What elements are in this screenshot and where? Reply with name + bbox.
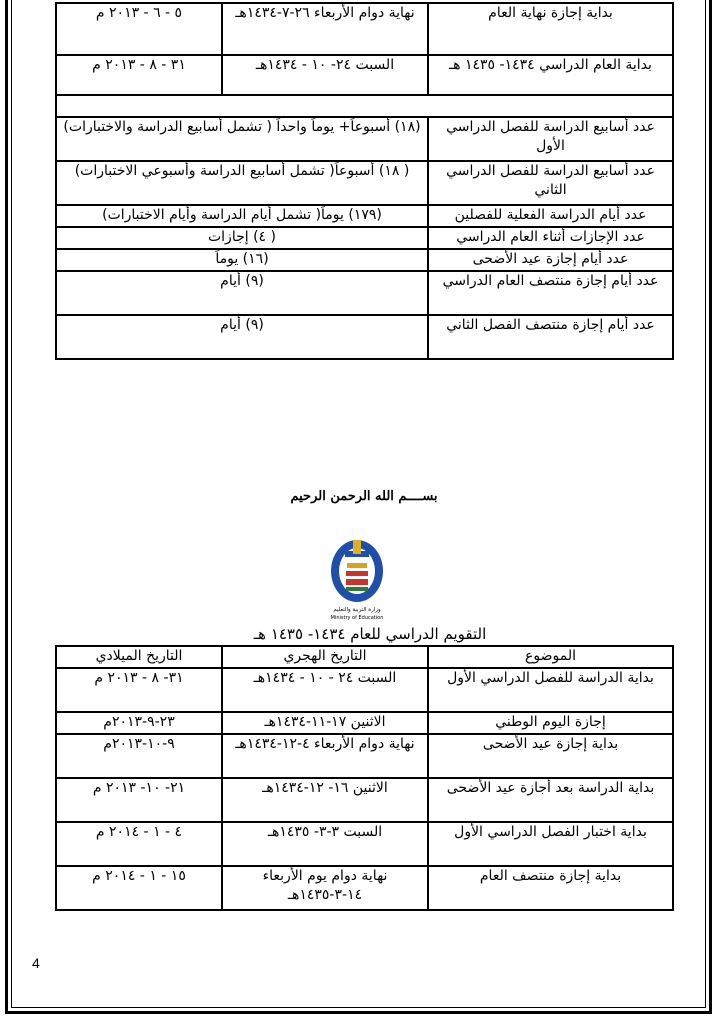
value-cell: (٩) أيام <box>56 271 428 315</box>
value-cell: (٩) أيام <box>56 315 428 359</box>
value-cell: (١٧٩) يوماً( تشمل أيام الدراسة وأيام الاختبارات) <box>56 205 428 227</box>
ministry-logo <box>313 535 401 623</box>
topic-cell: عدد أسابيع الدراسة للفصل الدراسي الثاني <box>428 161 673 205</box>
page-number: 4 <box>32 955 40 971</box>
hijri-cell: السبت ٣-٣- ١٤٣٥هـ <box>222 822 428 866</box>
topic-cell: بداية الدراسة للفصل الدراسي الأول <box>428 668 673 712</box>
date-cell: ٣١ - ٨ - ٢٠١٣ م <box>56 55 222 95</box>
table-row <box>56 55 673 95</box>
date-cell: ٥ - ٦ - ٢٠١٣ م <box>56 3 222 55</box>
topic-cell: عدد أيام إجازة عيد الأضحى <box>428 249 673 271</box>
gregorian-cell: ٢١- ١٠- ٢٠١٣ م <box>56 778 222 822</box>
value-cell: (١٨) أسبوعاً+ يوماً واحداً ( تشمل أسابيع الدراسة والاختبارات) <box>56 117 428 161</box>
table-row <box>56 778 673 822</box>
header-row <box>56 646 673 668</box>
value-cell: نهاية دوام الأربعاء ٢٦-٧-١٤٣٤هـ <box>222 3 428 55</box>
calendar-title: التقويم الدراسي للعام ١٤٣٤- ١٤٣٥ هـ <box>253 625 487 643</box>
hijri-cell: السبت ٢٤ - ١٠ - ١٤٣٤هـ <box>222 668 428 712</box>
hijri-cell: نهاية دوام يوم الأربعاء ١٤-٣-١٤٣٥هـ <box>222 866 428 910</box>
value-cell: ( ١٨) أسبوعاً( تشمل أسابيع الدراسة وأسبوعي الاختبارات) <box>56 161 428 205</box>
table-row <box>56 822 673 866</box>
hijri-cell: نهاية دوام الأربعاء ٤-١٢-١٤٣٤هـ <box>222 734 428 778</box>
topic-cell: عدد أيام إجازة منتصف الفصل الثاني <box>428 315 673 359</box>
gregorian-cell: ٤ - ١ - ٢٠١٤ م <box>56 822 222 866</box>
table-row <box>56 227 673 249</box>
table-row <box>56 315 673 359</box>
bismillah-heading: بســــم الله الرحمن الرحيم <box>290 489 438 504</box>
header-hijri: التاريخ الهجري <box>222 646 428 668</box>
value-cell: السبت ٢٤- ١٠ - ١٤٣٤هـ <box>222 55 428 95</box>
header-gregorian: التاريخ الميلادي <box>56 646 222 668</box>
table-row <box>56 866 673 910</box>
hijri-cell: الاثنين ١٧-١١-١٤٣٤هـ <box>222 712 428 734</box>
gregorian-cell: ٣١- ٨ - ٢٠١٣ م <box>56 668 222 712</box>
topic-cell: عدد أسابيع الدراسة للفصل الدراسي الأول <box>428 117 673 161</box>
hijri-cell: الاثنين ١٦- ١٢-١٤٣٤هـ <box>222 778 428 822</box>
table-row <box>56 161 673 205</box>
value-cell: (١٦) يوماً <box>56 249 428 271</box>
gregorian-cell: ٢٣-٩-٢٠١٣م <box>56 712 222 734</box>
logo-caption-english: Ministry of Education <box>330 615 384 621</box>
calendar-table <box>55 645 674 911</box>
table-row <box>56 734 673 778</box>
topic-cell: إجازة اليوم الوطني <box>428 712 673 734</box>
value-cell: ( ٤) إجازات <box>56 227 428 249</box>
table-row <box>56 668 673 712</box>
topic-cell: بداية إجازة منتصف العام <box>428 866 673 910</box>
table-row <box>56 271 673 315</box>
empty-cell <box>56 95 673 117</box>
topic-cell: بداية إجازة عيد الأضحى <box>428 734 673 778</box>
topic-cell: بداية العام الدراسي ١٤٣٤- ١٤٣٥ هـ <box>428 55 673 95</box>
summary-table <box>55 2 674 360</box>
topic-cell: عدد الإجازات أثناء العام الدراسي <box>428 227 673 249</box>
topic-cell: بداية إجازة نهاية العام <box>428 3 673 55</box>
topic-cell: بداية الدراسة بعد أجازة عيد الأضحى <box>428 778 673 822</box>
header-topic: الموضوع <box>428 646 673 668</box>
table-row <box>56 249 673 271</box>
topic-cell: عدد أيام إجازة منتصف العام الدراسي <box>428 271 673 315</box>
logo-caption-arabic: وزارة التربية والتعليم <box>333 607 381 613</box>
table-row <box>56 205 673 227</box>
topic-cell: عدد أيام الدراسة الفعلية للفصلين <box>428 205 673 227</box>
table-row-empty <box>56 95 673 117</box>
gregorian-cell: ١٥ - ١ - ٢٠١٤ م <box>56 866 222 910</box>
gregorian-cell: ٩-١٠-٢٠١٣م <box>56 734 222 778</box>
table-row <box>56 712 673 734</box>
table-row <box>56 117 673 161</box>
topic-cell: بداية اختبار الفصل الدراسي الأول <box>428 822 673 866</box>
table-row <box>56 3 673 55</box>
